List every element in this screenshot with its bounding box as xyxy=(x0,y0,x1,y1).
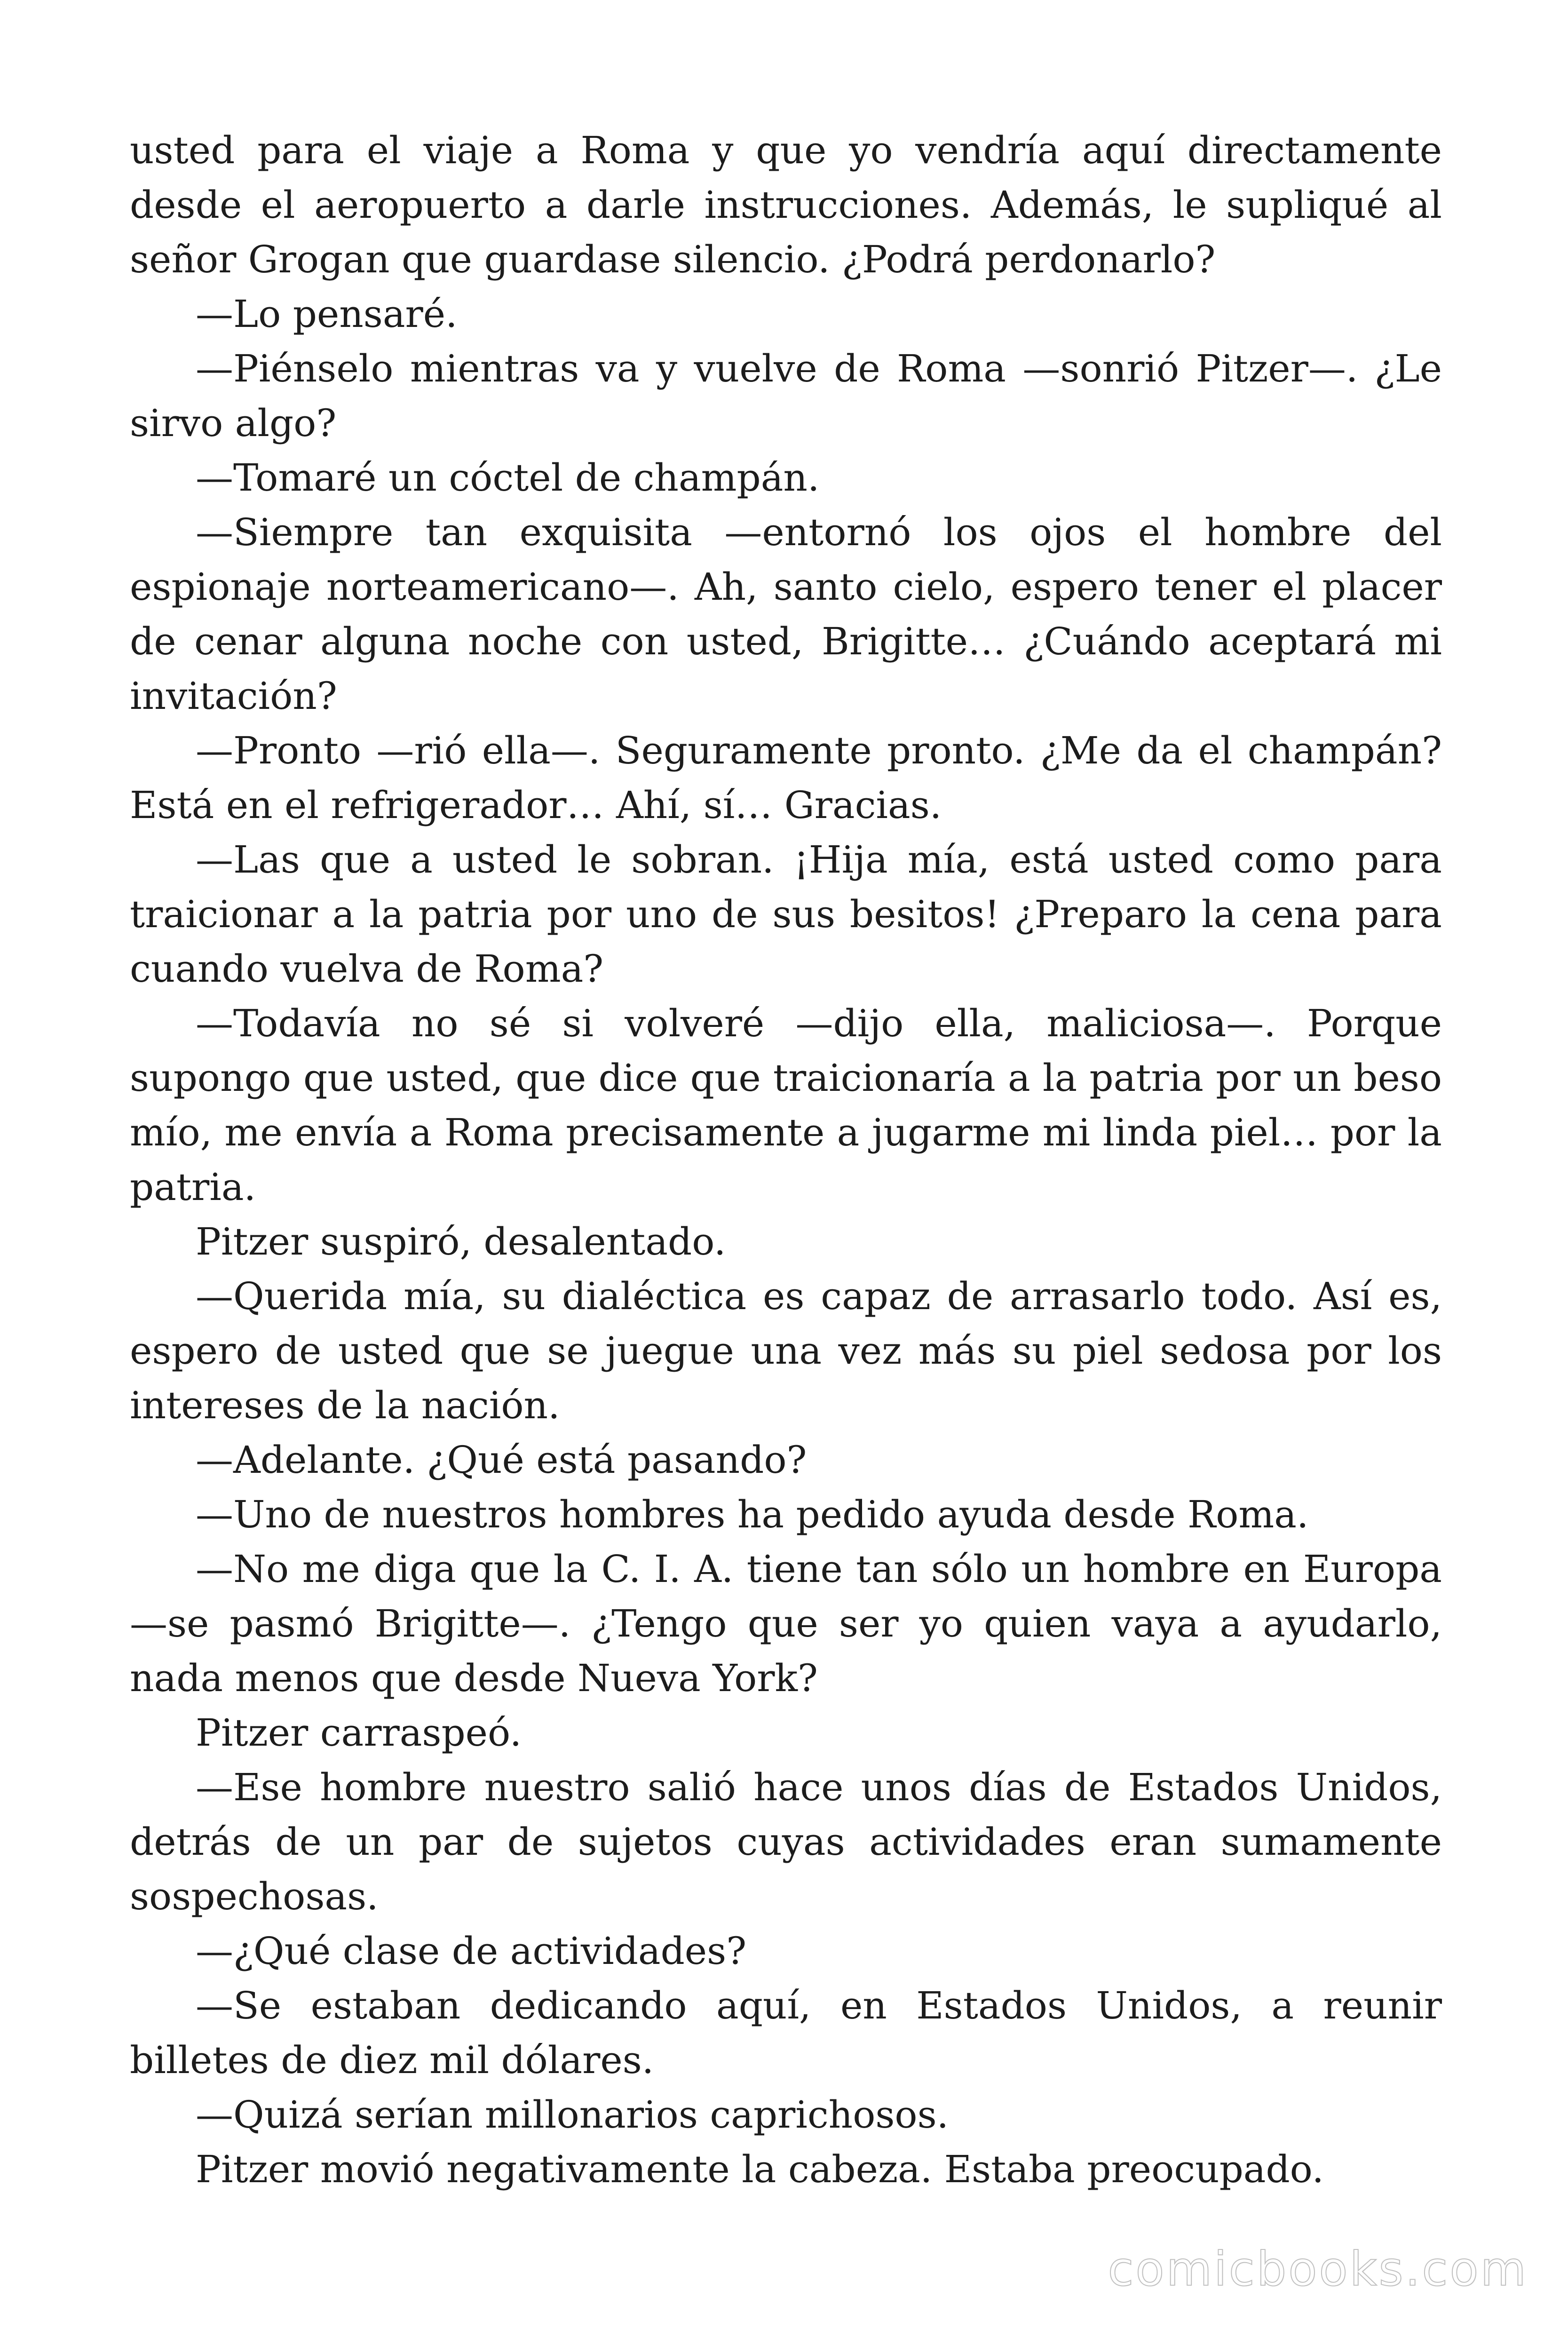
paragraph: Pitzer suspiró, desalentado. xyxy=(196,1220,726,1263)
paragraph: —Se estaban dedicando aquí, en Estados Unidos, a reunir billetes de diez mil dólares. xyxy=(130,1984,1442,2082)
watermark: comicbooks.com xyxy=(1108,2241,1528,2296)
paragraph: —No me diga que la C. I. A. tiene tan sólo un hombre en Europa —se pasmó Brigitte—. ¿Tengo que ser yo quien vaya a ayudarlo, nada menos que desde Nueva York? xyxy=(130,1547,1442,1700)
paragraph: Pitzer movió negativamente la cabeza. Estaba preocupado. xyxy=(196,2147,1324,2191)
paragraph: —Ese hombre nuestro salió hace unos días de Estados Unidos, detrás de un par de sujetos cuyas actividades eran sumamente sospechosas. xyxy=(130,1765,1442,1918)
paragraph: —¿Qué clase de actividades? xyxy=(196,1929,747,1973)
paragraph: —Adelante. ¿Qué está pasando? xyxy=(196,1438,807,1482)
paragraph: Pitzer carraspeó. xyxy=(196,1711,522,1755)
paragraph: —Querida mía, su dialéctica es capaz de arrasarlo todo. Así es, espero de usted que se juegue una vez más su piel sedosa por los intereses de la nación. xyxy=(130,1274,1442,1427)
paragraph: —Uno de nuestros hombres ha pedido ayuda desde Roma. xyxy=(196,1493,1309,1536)
paragraph: —Lo pensaré. xyxy=(196,292,458,336)
paragraph: —Las que a usted le sobran. ¡Hija mía, está usted como para traicionar a la patria por uno de sus besitos! ¿Preparo la cena para cuando vuelva de Roma? xyxy=(130,838,1442,991)
paragraph: —Siempre tan exquisita —entornó los ojos el hombre del espionaje norteamericano—. Ah, santo cielo, espero tener el placer de cenar alguna noche con usted, Brigitte… ¿Cuándo aceptará mi invitación? xyxy=(130,510,1442,718)
paragraph: —Tomaré un cóctel de champán. xyxy=(196,456,820,500)
paragraph: —Pronto —rió ella—. Seguramente pronto. ¿Me da el champán? Está en el refrigerador… Ahí, sí… Gracias. xyxy=(130,729,1442,827)
paragraph: —Quizá serían millonarios caprichosos. xyxy=(196,2093,949,2137)
paragraph: usted para el viaje a Roma y que yo vendría aquí directamente desde el aeropuerto a darle instrucciones. Además, le supliqué al señor Grogan que guardase silencio. ¿Podrá perdonarlo? xyxy=(130,128,1442,281)
paragraph: —Piénselo mientras va y vuelve de Roma —sonrió Pitzer—. ¿Le sirvo algo? xyxy=(130,347,1442,445)
paragraph: —Todavía no sé si volveré —dijo ella, maliciosa—. Porque supongo que usted, que dice que traicionaría a la patria por un beso mío, me envía a Roma precisamente a jugarme mi linda piel… por la patria. xyxy=(130,1001,1442,1209)
page-body xyxy=(130,123,1442,2197)
